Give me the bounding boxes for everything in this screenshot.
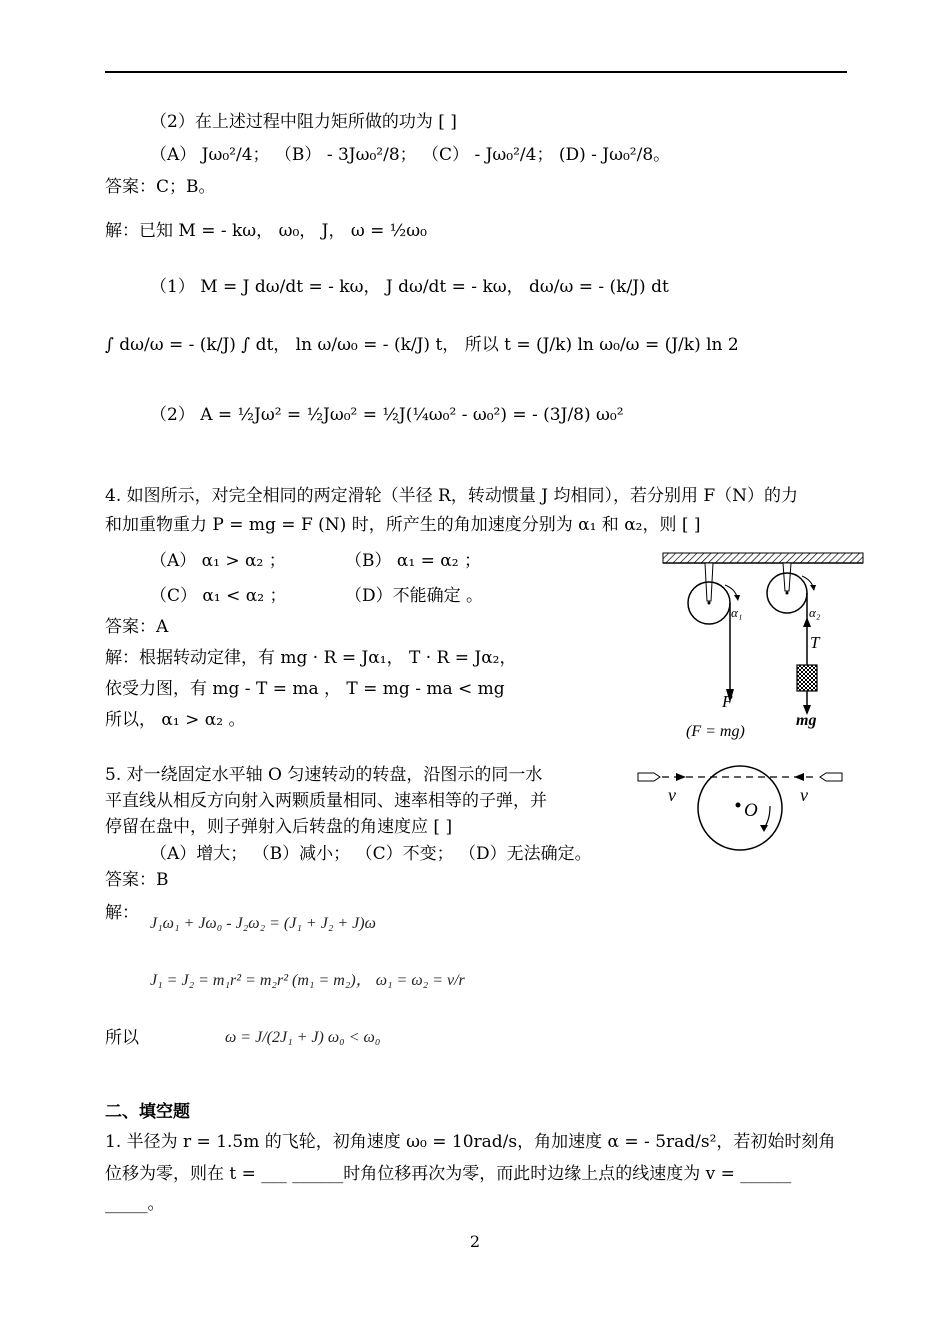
left-bullet: [638, 773, 660, 781]
q5-solution-label: 解：: [105, 903, 139, 923]
q3-solution-step1: （1） M = J dω/dt = - kω， J dω/dt = - kω， dω/ω = - (k/J) dt: [150, 277, 669, 297]
q3-solution-given: 解：已知 M = - kω， ω₀， J， ω = ½ω₀: [105, 221, 427, 241]
v-left-label: v: [668, 785, 676, 805]
q5-equation-3: ω = J/(2J₁ + J) ω₀ < ω₀: [225, 1029, 381, 1046]
section2-q1-line2: 位移为零，则在 t = ___ ______时角位移再次为零，而此时边缘上点的线速度为 v = ______: [105, 1164, 792, 1184]
q4-option-c: （C） α₁ < α₂ ；: [150, 586, 287, 606]
caption-label: (F = mg): [686, 723, 745, 740]
right-bullet: [820, 773, 842, 781]
section2-q1-line1: 1. 半径为 r = 1.5m 的飞轮，初角速度 ω₀ = 10rad/s，角加速度 α = - 5rad/s²，若初始时刻角: [105, 1132, 836, 1152]
turntable-figure: [634, 758, 846, 858]
section2-q1-line3: _____。: [105, 1194, 165, 1214]
q5-options: （A）增大； （B）减小； （C）不变； （D）无法确定。: [150, 844, 592, 864]
left-pulley: [688, 563, 743, 703]
q5-stem-line3: 停留在盘中，则子弹射入后转盘的角速度应 [ ]: [105, 817, 453, 837]
q4-option-a: （A） α₁ > α₂ ；: [150, 551, 286, 571]
weight-block: [797, 665, 817, 691]
q3-solution-step2: （2） A = ½Jω² = ½Jω₀² = ½J(¼ω₀² - ω₀²) = - (3J/8) ω₀²: [150, 405, 624, 425]
q5-stem-line1: 5. 对一绕固定水平轴 O 匀速转动的转盘，沿图示的同一水: [105, 765, 543, 785]
section2-heading: 二、填空题: [105, 1102, 190, 1122]
q3-part2-question: （2）在上述过程中阻力矩所做的功为 [ ]: [150, 112, 457, 132]
q4-option-b: （B） α₁ = α₂ ；: [345, 551, 481, 571]
q5-therefore-label: 所以: [105, 1028, 139, 1048]
header-rule: [105, 71, 847, 73]
q5-stem-line2: 平直线从相反方向射入两颗质量相同、速率相等的子弹，并: [105, 791, 547, 811]
q4-answer: 答案：A: [105, 617, 169, 637]
page-number: 2: [469, 1232, 481, 1251]
alpha1-label: α₁: [731, 605, 743, 620]
q5-equation-1: J₁ω₁ + Jω₀ - J₂ω₂ = (J₁ + J₂ + J)ω: [150, 915, 376, 932]
alpha2-label: α₂: [809, 605, 821, 620]
force-label: F: [722, 692, 733, 711]
axis-o-label: O: [744, 800, 758, 821]
pulley-figure: [655, 545, 870, 750]
q3-part2-options: （A） Jω₀²/4； （B） - 3Jω₀²/8； （C） - Jω₀²/4； (D) - Jω₀²/8。: [150, 145, 671, 165]
ceiling: [663, 553, 863, 563]
q4-stem-line2: 和加重物重力 P = mg = F (N) 时，所产生的角加速度分别为 α₁ 和 α₂，则 [ ]: [105, 515, 701, 535]
q4-solution-line3: 所以， α₁ > α₂ 。: [105, 710, 246, 730]
mg-label: mg: [796, 712, 817, 729]
q3-solution-integral: ∫ dω/ω = - (k/J) ∫ dt， ln ω/ω₀ = - (k/J) t， 所以 t = (J/k) ln ω₀/ω = (J/k) ln 2: [105, 335, 739, 355]
tension-label: T: [810, 633, 820, 652]
q3-answer: 答案：C；B。: [105, 177, 216, 197]
q5-equation-2: J₁ = J₂ = m₁r² = m₂r² (m₁ = m₂)， ω₁ = ω₂ = v/r: [150, 972, 465, 989]
q5-answer: 答案：B: [105, 870, 169, 890]
q4-stem-line1: 4. 如图所示，对完全相同的两定滑轮（半径 R，转动惯量 J 均相同），若分别用 F（N）的力: [105, 486, 799, 506]
v-right-label: v: [800, 785, 808, 805]
q4-solution-line2: 依受力图，有 mg - T = ma ， T = mg - ma < mg: [105, 679, 505, 699]
q4-solution-line1: 解：根据转动定律，有 mg · R = Jα₁， T · R = Jα₂，: [105, 648, 517, 668]
q4-option-d: （D）不能确定 。: [345, 586, 484, 606]
